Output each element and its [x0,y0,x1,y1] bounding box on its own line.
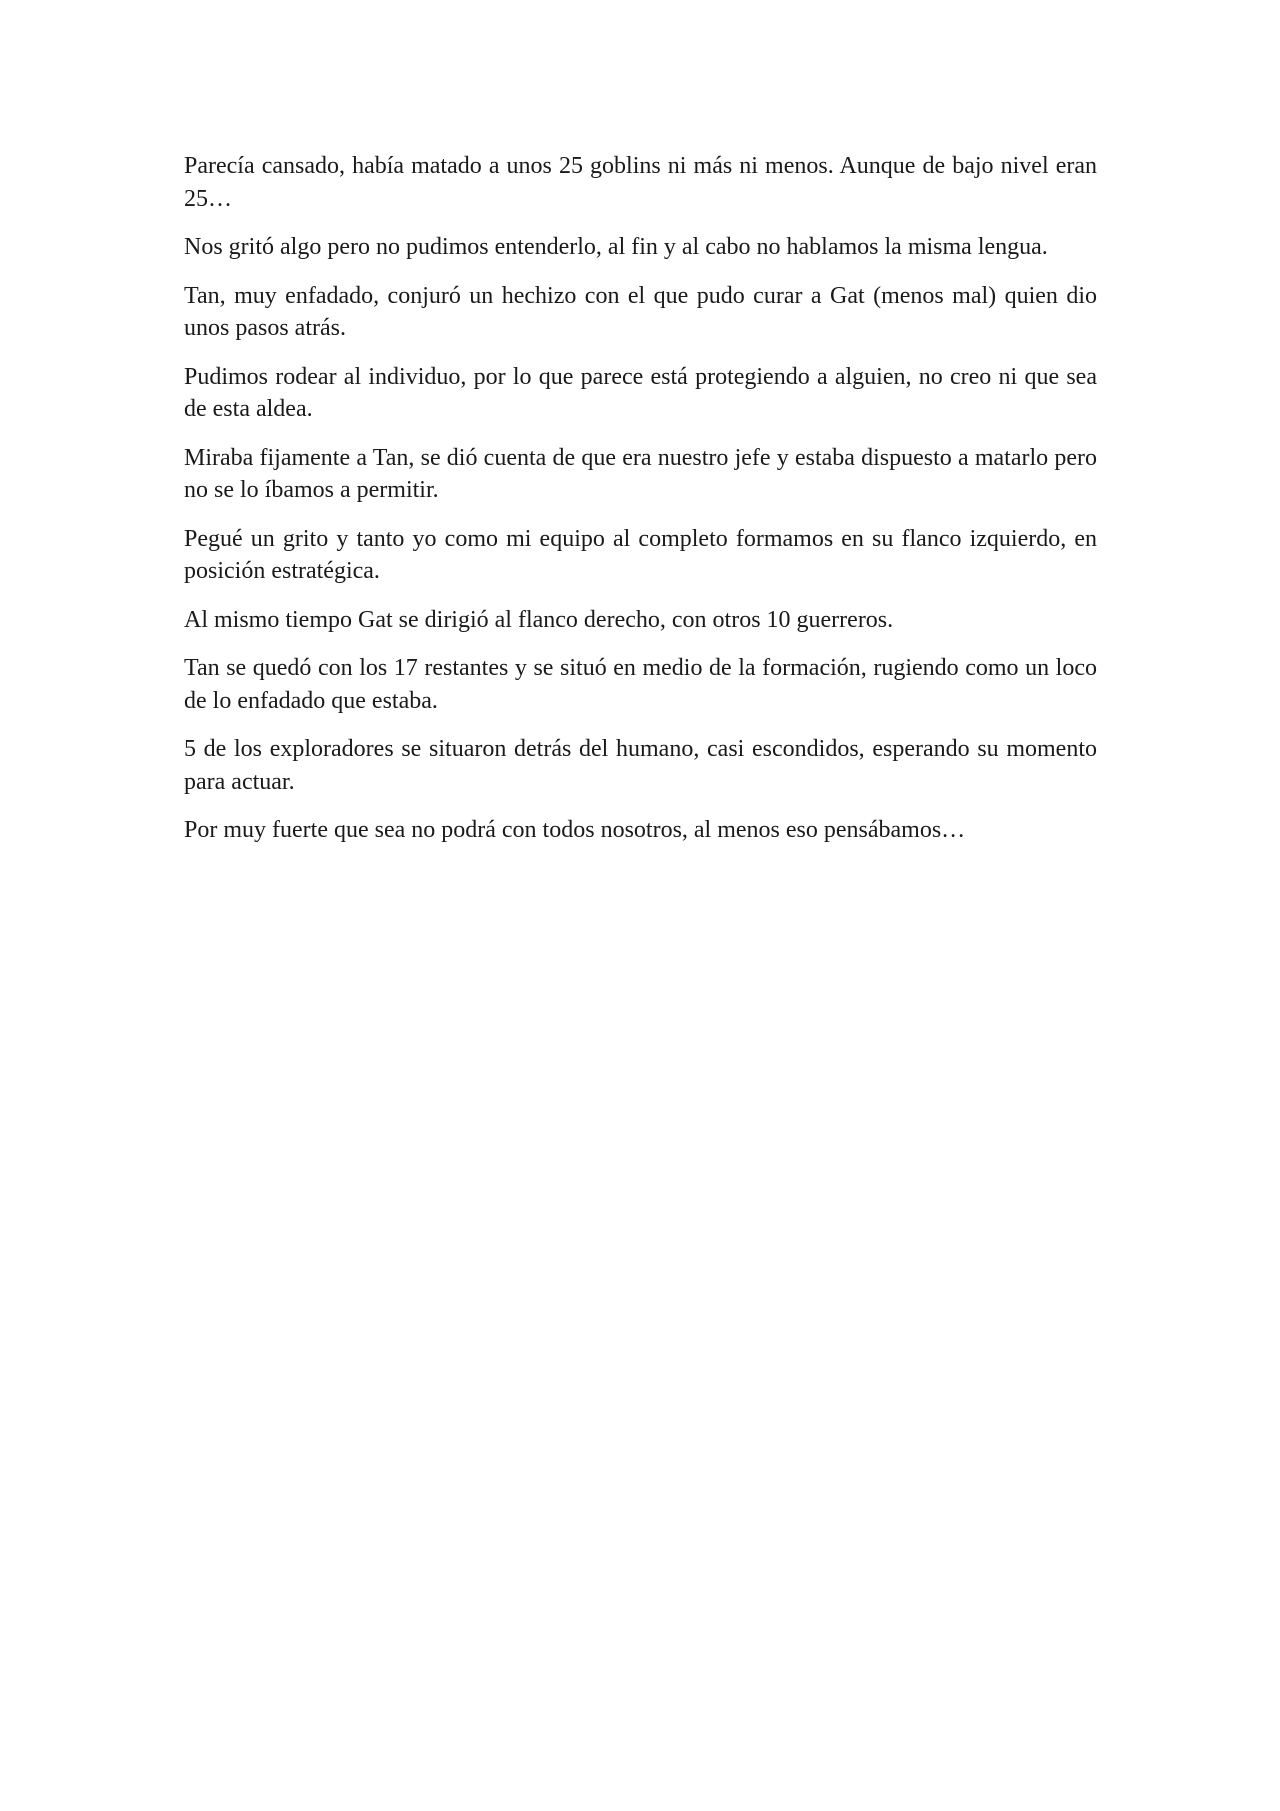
paragraph: Pegué un grito y tanto yo como mi equipo al completo formamos en su flanco izquierdo, en posición estratégica. [184,525,1097,584]
document-body [184,150,1097,863]
paragraph: Al mismo tiempo Gat se dirigió al flanco derecho, con otros 10 guerreros. [184,606,894,633]
paragraph: Por muy fuerte que sea no podrá con todos nosotros, al menos eso pensábamos… [184,817,966,843]
paragraph: Parecía cansado, había matado a unos 25 goblins ni más ni menos. Aunque de bajo nivel eran 25… [184,153,1097,212]
paragraph: Nos gritó algo pero no pudimos entenderlo, al fin y al cabo no hablamos la misma lengua. [184,234,1048,260]
paragraph: Tan, muy enfadado, conjuró un hechizo con el que pudo curar a Gat (menos mal) quien dio unos pasos atrás. [184,282,1097,341]
paragraph: Tan se quedó con los 17 restantes y se situó en medio de la formación, rugiendo como un loco de lo enfadado que estaba. [184,655,1097,714]
paragraph: 5 de los exploradores se situaron detrás del humano, casi escondidos, esperando su momento para actuar. [184,736,1097,795]
paragraph: Miraba fijamente a Tan, se dió cuenta de que era nuestro jefe y estaba dispuesto a matarlo pero no se lo íbamos a permitir. [184,444,1097,503]
paragraph: Pudimos rodear al individuo, por lo que parece está protegiendo a alguien, no creo ni que sea de esta aldea. [184,363,1097,422]
